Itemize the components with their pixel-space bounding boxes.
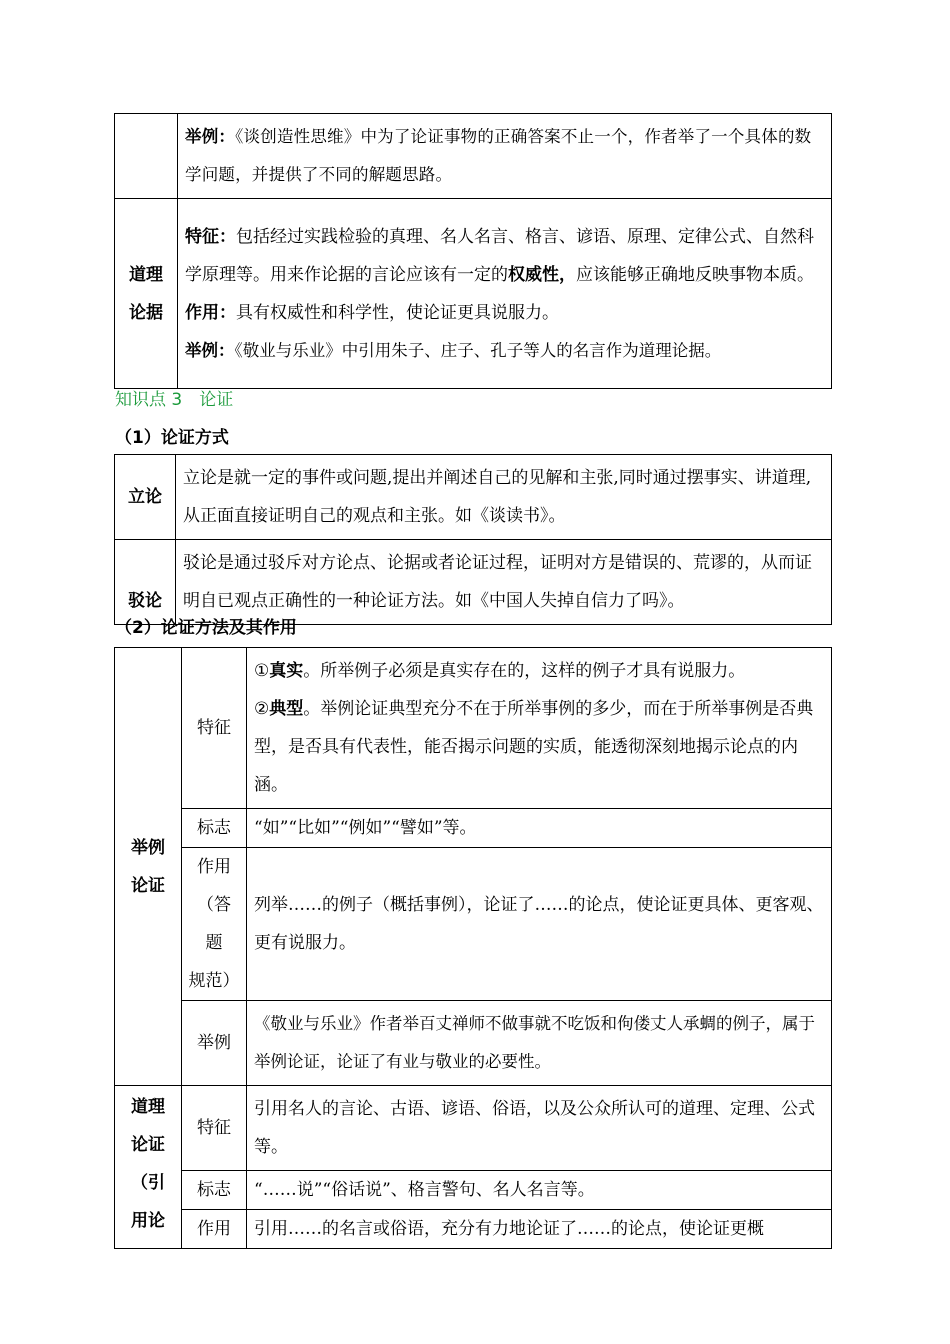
num: ② — [254, 699, 270, 719]
feature-bold: 权威性， — [508, 264, 576, 285]
section-title: 知识点 3 论证 — [115, 390, 234, 410]
feature-text: 。举例论证典型充分不在于所举事例的多少，而在于所举事例是否典型，是否具有代表性，能否揭示问题的实质，能透彻深刻地揭示论点的内涵。 — [254, 699, 814, 795]
feature-bold: 真实 — [269, 661, 304, 681]
table-row — [115, 648, 832, 809]
example-label: 举例： — [185, 127, 236, 146]
example-label: 举例 — [182, 1001, 247, 1086]
table-argument-methods — [114, 647, 832, 1249]
effect-label — [182, 848, 247, 1001]
label-line: 论证 — [131, 1135, 165, 1155]
group-label-reasoning-argument — [115, 1086, 182, 1249]
row-label-reasoning-evidence — [115, 199, 178, 389]
example-cell — [178, 114, 832, 199]
sign-text: “……说”“俗话说”、格言警句、名人名言等。 — [254, 1180, 595, 1200]
row-text-cell — [176, 455, 832, 540]
effect-text: 引用……的名言或俗语，充分有力地论证了……的论点，使论证更概 — [254, 1219, 764, 1239]
example-text: 《谈创造性思维》中为了论证事物的正确答案不止一个，作者举了一个具体的数学问题，并提供了不同的解题思路。 — [185, 127, 812, 184]
table-row — [115, 809, 832, 848]
label-line: 题 — [205, 933, 223, 953]
feature-label: 特征 — [182, 1086, 247, 1171]
row-label: 驳论 — [115, 540, 176, 625]
label-line: 道理 — [131, 1097, 165, 1117]
sign-label: 标志 — [182, 809, 247, 848]
content-cell — [178, 199, 832, 389]
effect-cell — [247, 1210, 832, 1249]
table-argument-types — [114, 454, 832, 625]
table-row — [115, 114, 832, 199]
table-row — [115, 455, 832, 540]
table-row — [115, 540, 832, 625]
group-label-example-argument — [115, 648, 182, 1086]
table-row — [115, 1001, 832, 1086]
feature-label: 特征 — [182, 648, 247, 809]
label-line: 规范） — [188, 971, 240, 991]
feature-text: 引用名人的言论、古语、谚语、俗语，以及公众所认可的道理、定理、公式等。 — [254, 1099, 815, 1157]
table-row — [115, 199, 832, 389]
row-text: 驳论是通过驳斥对方论点、论据或者论证过程，证明对方是错误的、荒谬的，从而证明自已观点正确性的一种论证方法。如《中国人失掉自信力了吗》。 — [183, 553, 812, 611]
sign-cell — [247, 809, 832, 848]
example-cell — [247, 1001, 832, 1086]
feature-text: 。所举例子必须是真实存在的，这样的例子才具有说服力。 — [303, 661, 746, 681]
row-text-cell — [176, 540, 832, 625]
label-line: 论证 — [131, 875, 165, 896]
example-label: 举例： — [185, 340, 235, 360]
effect-text: 具有权威性和科学性，使论证更具说服力。 — [236, 302, 559, 323]
label-line: 用论 — [131, 1211, 165, 1231]
label-line: （引 — [131, 1173, 165, 1193]
effect-text: 列举……的例子（概括事例），论证了……的论点，使论证更具体、更客观、更有说服力。 — [254, 895, 824, 953]
sign-cell — [247, 1171, 832, 1210]
example-text: 《敬业与乐业》中引用朱子、庄子、孔子等人的名言作为道理论据。 — [234, 340, 722, 360]
feature-text-end: 应该能够正确地反映事物本质。 — [576, 264, 814, 285]
sign-label: 标志 — [182, 1171, 247, 1210]
effect-cell — [247, 848, 832, 1001]
feature-text: 包括经过实践检验的真理、名人名言、格言、谚语、原理、定律公式、自然科学原理等。用来作论据的言论应该有一定的 — [185, 226, 814, 285]
subsection-title: （1）论证方式 — [115, 428, 229, 448]
table-row — [115, 1210, 832, 1249]
subsection-title: （2）论证方法及其作用 — [115, 618, 297, 638]
label-line: 举例 — [131, 837, 165, 858]
label-line: （答 — [197, 895, 231, 915]
label-line: 作用 — [197, 857, 231, 877]
feature-bold: 典型 — [269, 699, 304, 719]
feature-cell — [247, 1086, 832, 1171]
num: ① — [254, 661, 270, 681]
label-line: 论据 — [129, 302, 163, 323]
effect-label: 作用： — [185, 302, 236, 323]
table-row — [115, 1171, 832, 1210]
row-label: 立论 — [115, 455, 176, 540]
row-text: 立论是就一定的事件或问题,提出并阐述自己的见解和主张,同时通过摆事实、讲道理,从正面直接证明自己的观点和主张。如《谈读书》。 — [183, 468, 812, 526]
sign-text: “如”“比如”“例如”“譬如”等。 — [254, 818, 477, 838]
table-row — [115, 848, 832, 1001]
table-row — [115, 1086, 832, 1171]
example-text: 《敬业与乐业》作者举百丈禅师不做事就不吃饭和佝偻丈人承蜩的例子，属于举例论证，论证了有业与敬业的必要性。 — [254, 1014, 815, 1071]
feature-label: 特征： — [185, 226, 236, 247]
effect-label: 作用 — [182, 1210, 247, 1249]
row-label-empty — [115, 114, 178, 199]
label-line: 道理 — [129, 264, 163, 285]
feature-cell — [247, 648, 832, 809]
table-evidence — [114, 113, 832, 389]
